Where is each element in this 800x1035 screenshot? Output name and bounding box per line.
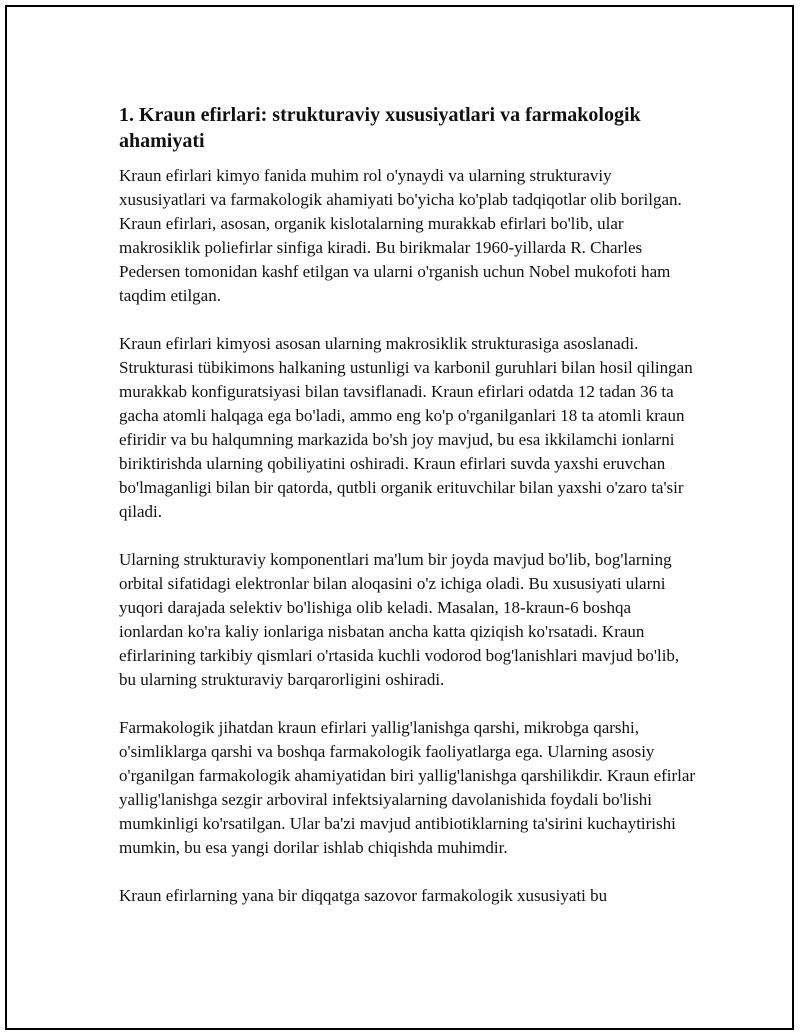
paragraph-5: Kraun efirlarning yana bir diqqatga sazovor farmakologik xususiyati bu <box>119 886 608 905</box>
paragraph-3: Ularning strukturaviy komponentlari ma'lum bir joyda mavjud bo'lib, bog'larning orbital sifatidagi elektronlar bilan aloqasini o'z ichiga oladi. Bu xususiyati ularni yuqori darajada selektiv bo'lishiga olib keladi. Masalan, 18-kraun-6 boshqa ionlardan ko'ra kaliy ionlariga nisbatan ancha katta qiziqish ko'rsatadi. Kraun efirlarining tarkibiy qismlari o'rtasida kuchli vodorod bog'lanishlari mavjud bo'lib, bu ularning strukturaviy barqarorligini oshiradi. <box>119 550 680 689</box>
page-frame <box>5 5 794 1030</box>
paragraph-2: Kraun efirlari kimyosi asosan ularning makrosiklik strukturasiga asoslanadi. Strukturasi tübikimons halkaning ustunligi va karbonil guruhlari bilan hosil qilingan murakkab konfiguratsiyasi bilan tavsiflanadi. Kraun efirlari odatda 12 tadan 36 ta gacha atomli halqaga ega bo'ladi, ammo eng ko'p o'rganilganlari 18 ta atomli kraun efiridir va bu halqumning markazida bo'sh joy mavjud, bu esa ikkilamchi ionlarni biriktirishda ularning qobiliyatini oshiradi. Kraun efirlari suvda yaxshi eruvchan bo'lmaganligi bilan bir qatorda, qutbli organik erituvchilar bilan yaxshi o'zaro ta'sir qiladi. <box>119 334 693 521</box>
paragraph-1: Kraun efirlari kimyo fanida muhim rol o'ynaydi va ularning strukturaviy xususiyatlari va farmakologik ahamiyati bo'yicha ko'plab tadqiqotlar olib borilgan. Kraun efirlari, asosan, organik kislotalarning murakkab efirlari bo'lib, ular makrosiklik poliefirlar sinfiga kiradi. Bu birikmalar 1960-yillarda R. Charles Pedersen tomonidan kashf etilgan va ularni o'rganish uchun Nobel mukofoti ham taqdim etilgan. <box>119 166 682 305</box>
paragraph-4: Farmakologik jihatdan kraun efirlari yallig'lanishga qarshi, mikrobga qarshi, o'simliklarga qarshi va boshqa farmakologik faoliyatlarga ega. Ularning asosiy o'rganilgan farmakologik ahamiyatidan biri yallig'lanishga qarshilikdir. Kraun efirlar yallig'lanishga sezgir arboviral infektsiyalarning davolanishida foydali bo'lishi mumkinligi ko'rsatilgan. Ular ba'zi mavjud antibiotiklarning ta'sirini kuchaytirishi mumkin, bu esa yangi dorilar ishlab chiqishda muhimdir. <box>119 718 696 857</box>
document-body <box>119 102 697 932</box>
document-title: 1. Kraun efirlari: strukturaviy xususiyatlari va farmakologik ahamiyati <box>119 104 641 152</box>
